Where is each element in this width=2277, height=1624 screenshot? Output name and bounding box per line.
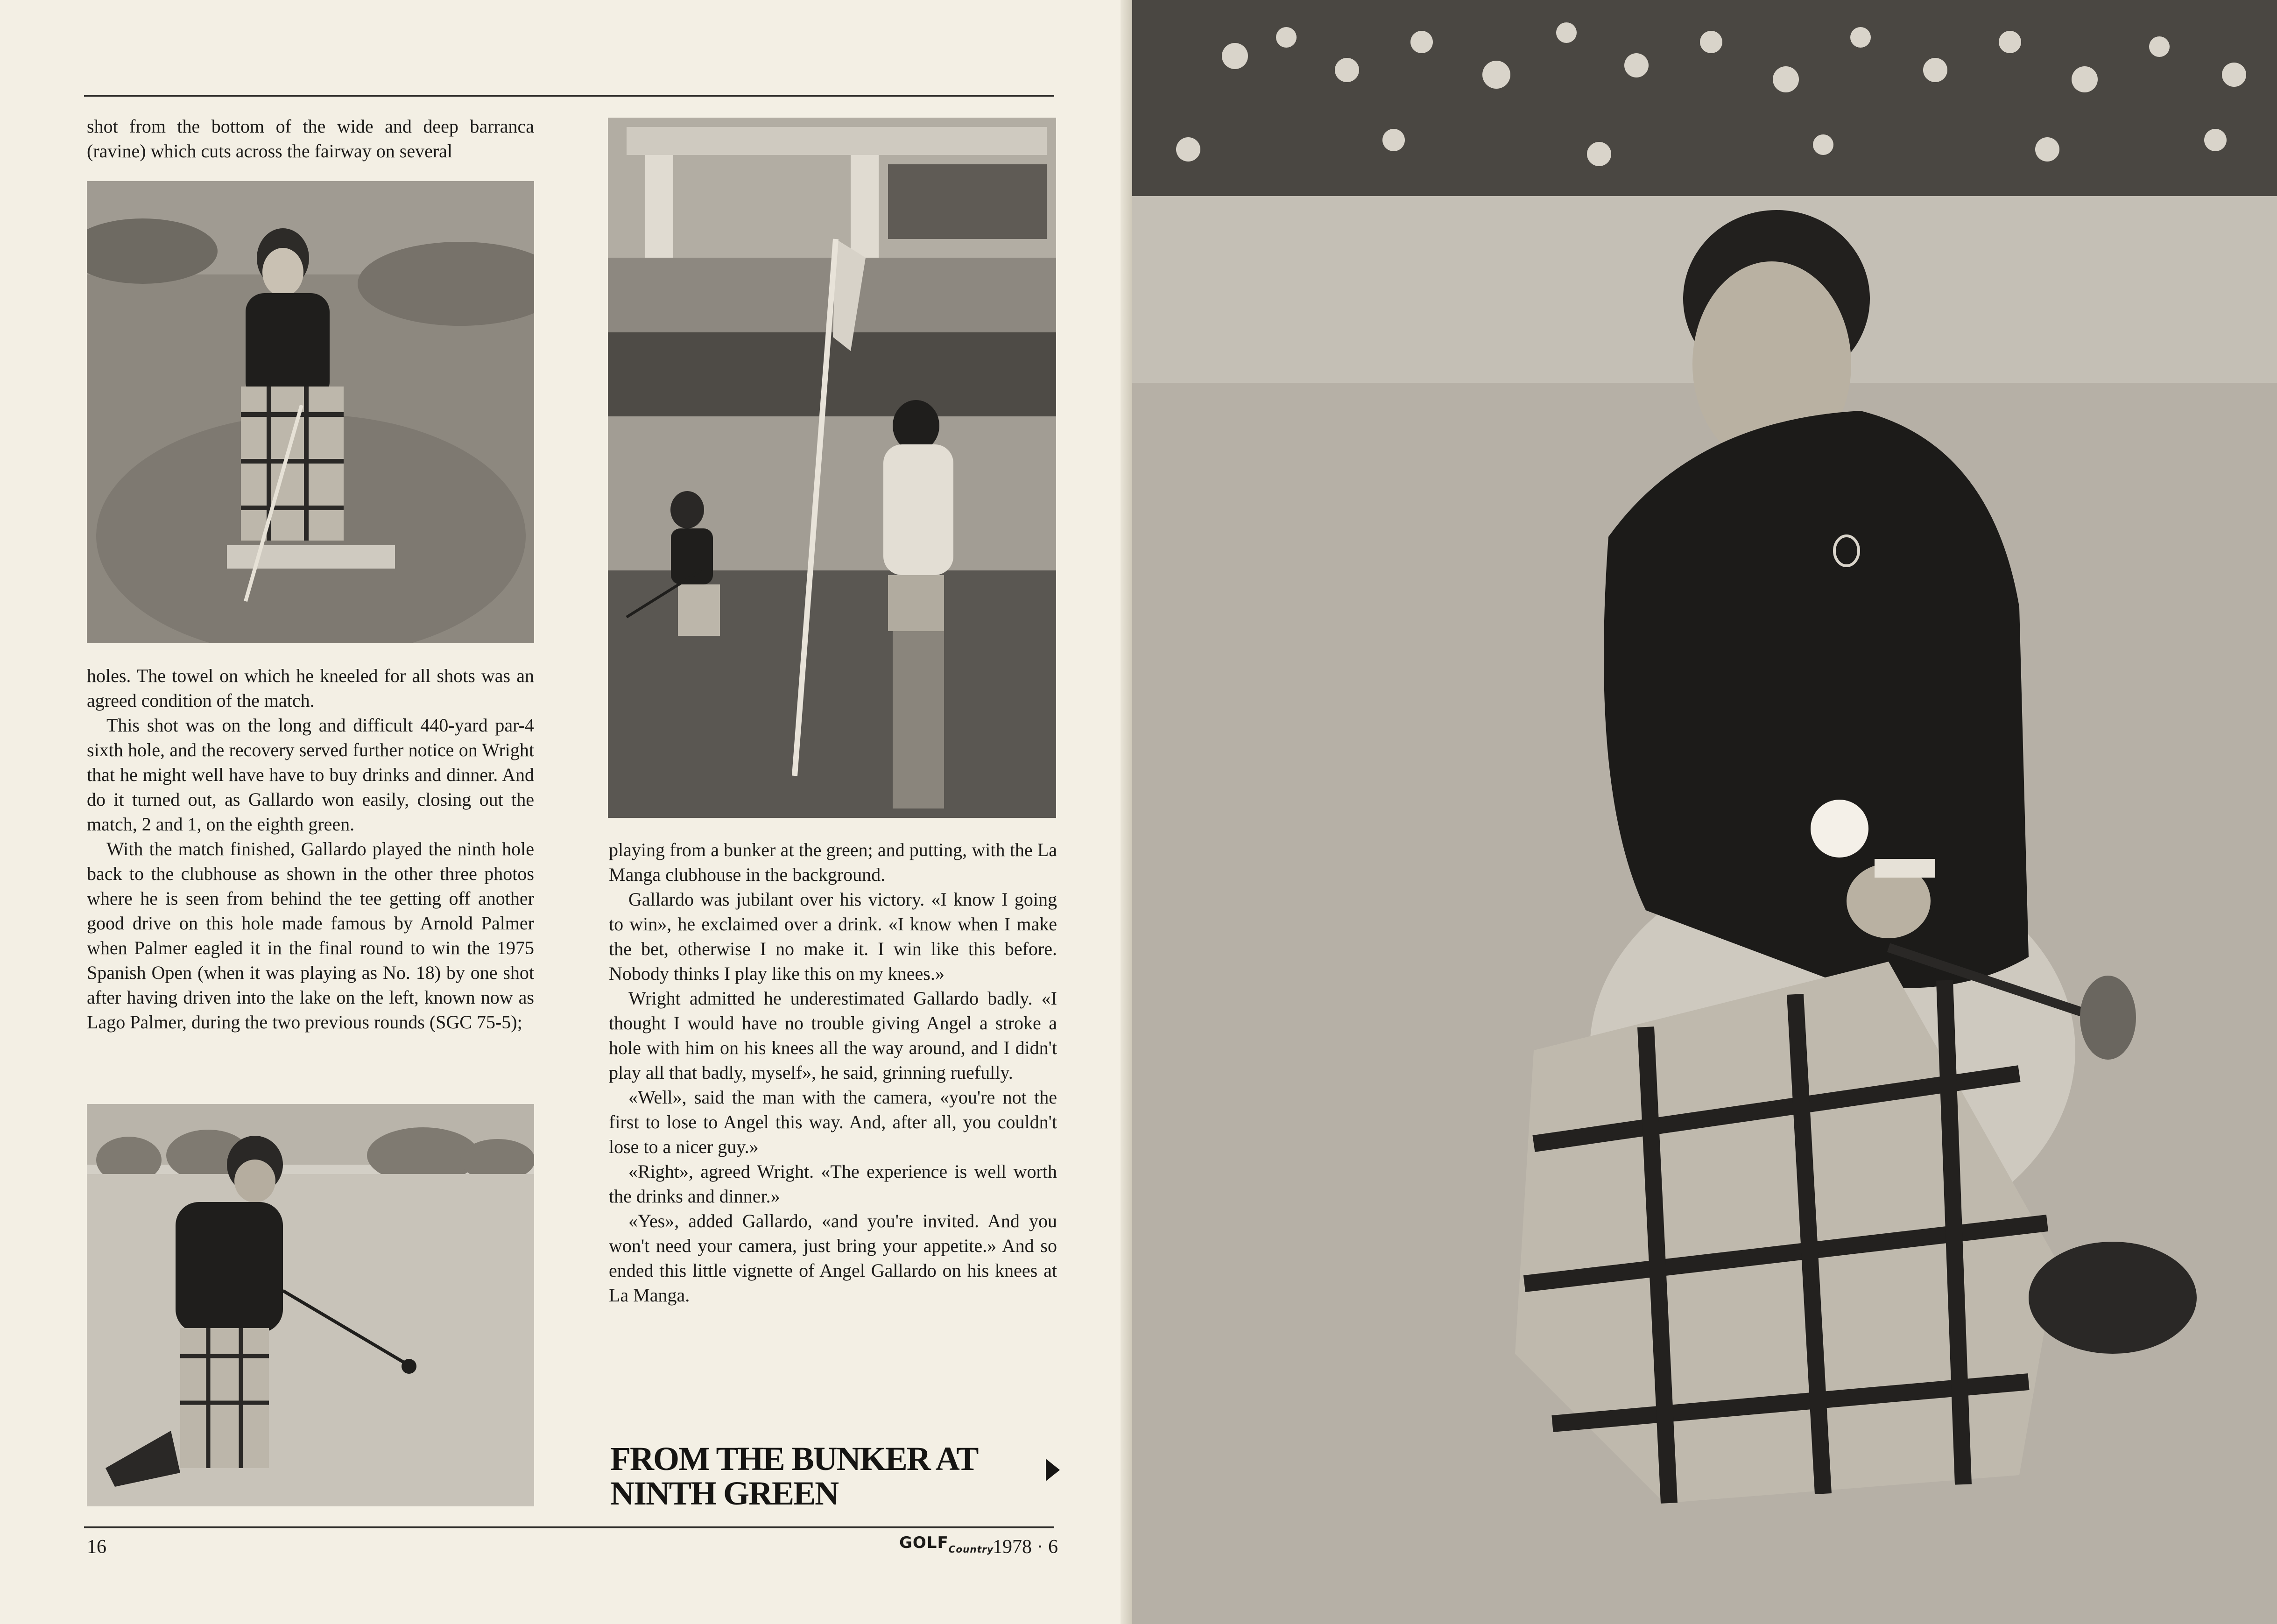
col2-paragraph: Gallardo was jubilant over his victory. «I know I going to win», he exclaimed over a drink. «I know when I make the bet, otherwise I no make it. I win like this before. Nobody thinks I play like this on my knees.» xyxy=(609,889,1057,984)
headline-line: FROM THE BUNKER AT xyxy=(610,1440,978,1477)
magazine-logo xyxy=(899,1533,994,1555)
footer-rule xyxy=(84,1526,1054,1528)
col1-paragraph: This shot was on the long and difficult 440-yard par-4 sixth hole, and the recovery served further notice on Wright that he might well have have to buy drinks and dinner. And do it turned out, as Gallardo won easily, closing out the match, 2 and 1, on the eighth green. xyxy=(87,715,534,835)
col1-paragraph: holes. The towel on which he kneeled for all shots was an agreed condition of the match. xyxy=(87,665,534,711)
column1-body xyxy=(87,663,534,1034)
top-rule xyxy=(84,95,1054,97)
col2-paragraph: «Yes», added Gallardo, «and you're invited. And you won't need your camera, just bring your appetite.» And so ended this little vignette of Angel Gallardo on his knees at La Manga. xyxy=(609,1210,1057,1306)
col1-paragraph: With the match finished, Gallardo played the ninth hole back to the clubhouse as shown in the other three photos where he is seen from behind the tee getting off another good drive on this hole made famous by Arnold Palmer when Palmer eagled it in the final round to win the 1975 Spanish Open (when it was playing as No. 18) by one shot after having driven into the lake on the left, known now as Lago Palmer, during the two previous rounds (SGC 75-5); xyxy=(87,838,534,1033)
col2-paragraph: playing from a bunker at the green; and putting, with the La Manga clubhouse in the background. xyxy=(609,839,1057,885)
logo-sub: Country xyxy=(948,1544,994,1555)
headline-line: NINTH GREEN xyxy=(610,1475,839,1512)
col2-paragraph: Wright admitted he underestimated Gallardo badly. «I thought I would have no trouble giving Angel a stroke a hole with him on his knees all the way around, and I didn't play all that badly, myself», he said, grinning ruefully. xyxy=(609,988,1057,1083)
issue-date: 1978 · 6 xyxy=(993,1536,1058,1558)
page-number: 16 xyxy=(87,1536,106,1558)
column1-top-text: shot from the bottom of the wide and deep barranca (ravine) which cuts across the fairway on several xyxy=(87,116,534,162)
col2-paragraph: «Well», said the man with the camera, «you're not the first to lose to Angel this way. And, after all, you couldn't lose to a nicer guy.» xyxy=(609,1087,1057,1157)
photo-putting-green xyxy=(608,118,1056,818)
left-page xyxy=(0,0,1130,1624)
section-headline xyxy=(610,1441,1030,1511)
col2-paragraph: «Right», agreed Wright. «The experience is well worth the drinks and dinner.» xyxy=(609,1161,1057,1207)
column2-body xyxy=(609,837,1057,1308)
photo-bunker-shot xyxy=(1132,0,2277,1624)
photo-tee-drive xyxy=(87,1104,534,1506)
logo-main: GOLF xyxy=(899,1533,949,1552)
triangle-right-icon xyxy=(1046,1459,1060,1481)
photo-ravine-shot xyxy=(87,181,534,643)
